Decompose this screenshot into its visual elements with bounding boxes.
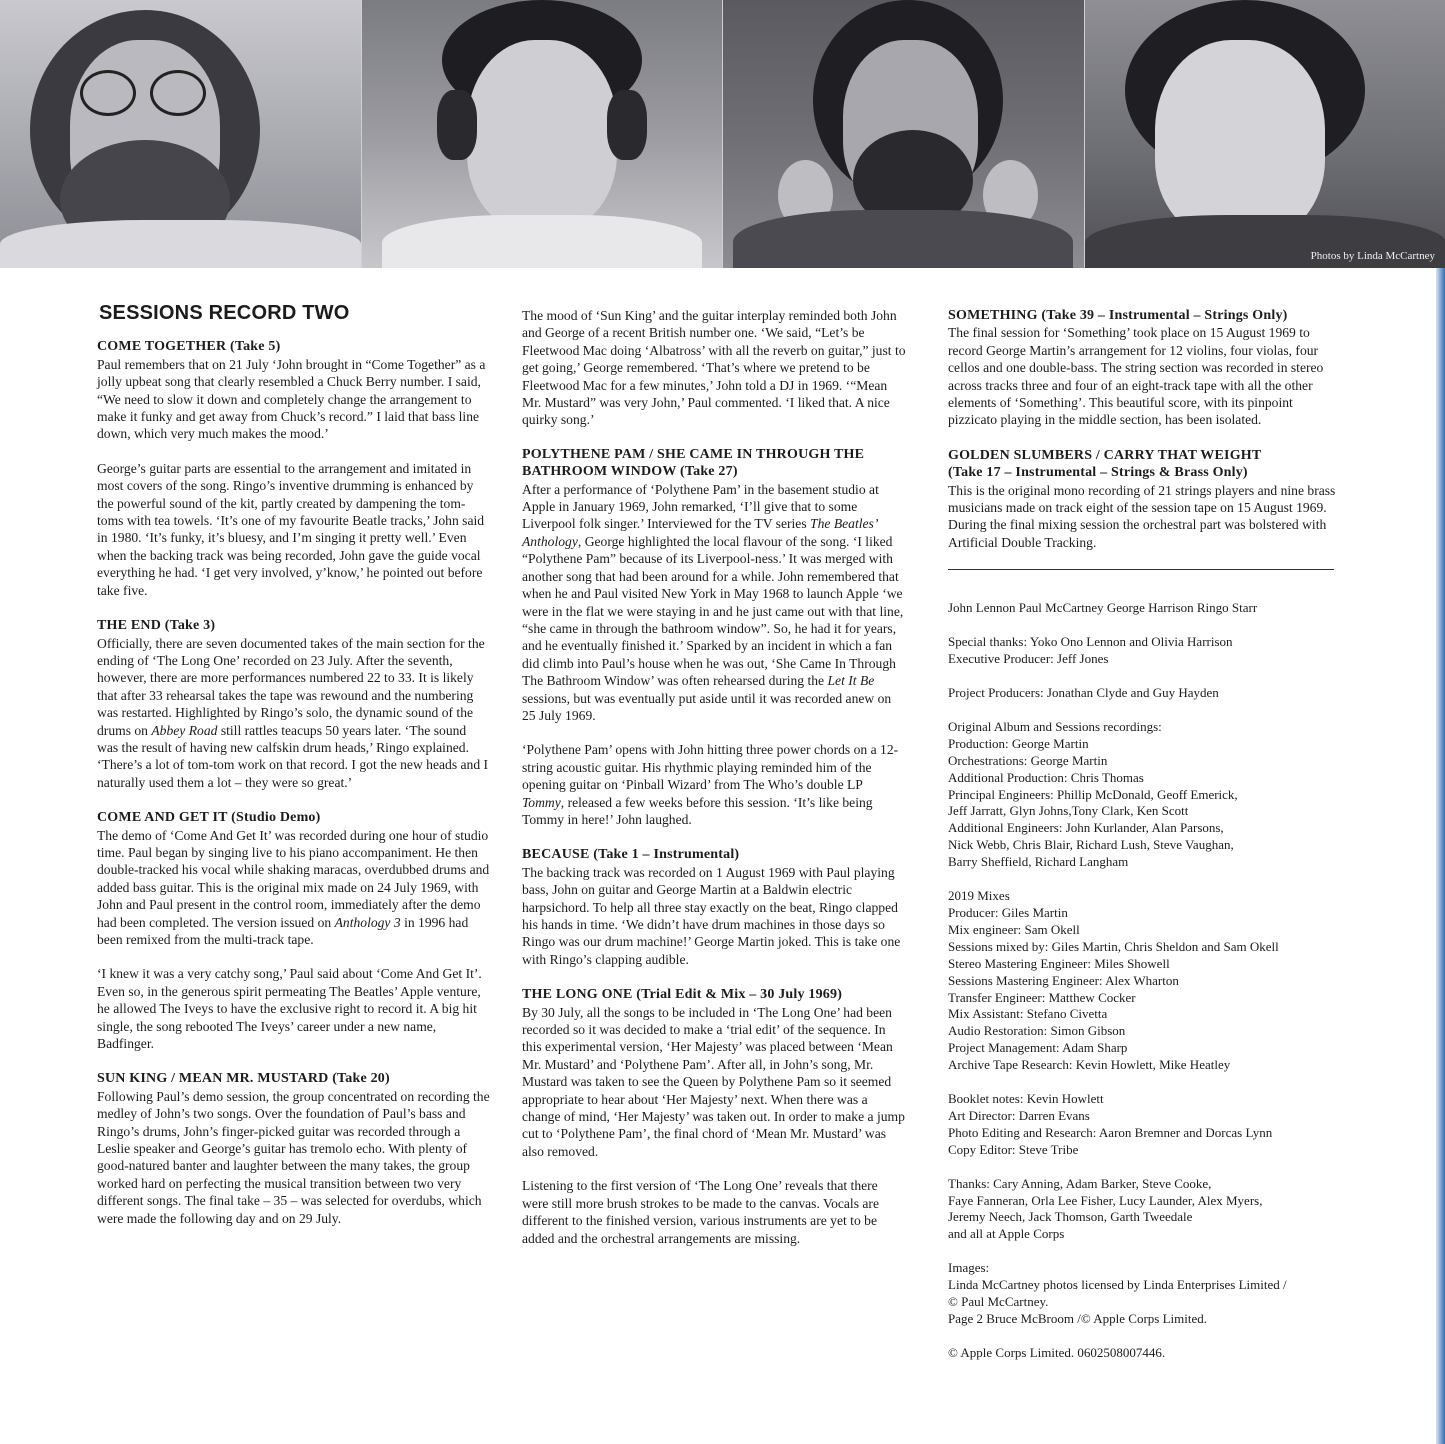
credit-line: Jeff Jarratt, Glyn Johns,Tony Clark, Ken Scott [948,803,1189,819]
paragraph [97,827,490,949]
section-heading [97,1070,490,1087]
section-golden-slumbers [948,447,1338,551]
credit-line: Audio Restoration: Simon Gibson [948,1023,1126,1039]
heading-sub: (Studio Demo) [231,810,321,826]
section-heading [97,338,490,355]
heading-sub: (Take 5) [229,339,281,355]
heading-text: THE END [97,618,162,634]
divider [948,569,1334,570]
credit-line: Production: George Martin [948,735,1089,751]
credit-line: Stereo Mastering Engineer: Miles Showell [948,955,1170,971]
credit-line: Principal Engineers: Phillip McDonald, Geoff Emerick, [948,786,1238,802]
column-3 [948,307,1338,1379]
credit-line: Sessions Mastering Engineer: Alex Wharton [948,972,1179,988]
paragraph: By 30 July, all the songs to be included in ‘The Long One’ had been recorded so it was decided to make a ‘trial edit’ of the sequence. In this experimental version, ‘Her Majesty’ was placed between ‘Mean Mr. Mustard’ and ‘Polythene Pam’. After all, in John’s song, Mr. Mustard was taken to see the Queen by Polythene Pam so it seemed appropriate to hear about ‘Her Majesty’ next. When there was a change of mind, ‘Her Majesty’ was taken out. In order to make a jump cut to ‘Polythene Pam’, the final chord of ‘Mean Mr. Mustard’ was also removed. [522,1004,905,1159]
heading-sub: (Take 39 – Instrumental – Strings Only) [1041,308,1288,323]
credit-block [948,1176,1338,1244]
section-heading [97,617,490,634]
paragraph [522,481,907,725]
heading-text: COME AND GET IT [97,810,228,826]
credit-band: John Lennon Paul McCartney George Harrison Ringo Starr [948,600,1258,616]
page-edge [1436,268,1445,1444]
credit-line: 2019 Mixes [948,888,1010,904]
heading-text: THE LONG ONE [522,987,633,1003]
credit-line: Executive Producer: Jeff Jones [948,651,1109,667]
credit-line: Sessions mixed by: Giles Martin, Chris Sheldon and Sam Okell [948,938,1279,954]
text: sessions, but was eventually put aside until it was recorded anew on 25 July 1969. [522,690,892,723]
credit-block [948,1091,1338,1159]
photo-john [0,0,362,268]
section-the-end [97,617,490,791]
text: in 1996 had been remixed from the multi-track tape. [97,914,469,947]
series-title: The Beatles’ Anthology [522,516,877,549]
credit-block [948,888,1338,1074]
section-because [522,846,907,968]
photo-credit: Photos by Linda McCartney [1310,250,1435,262]
credit-line: Copy Editor: Steve Tribe [948,1141,1079,1157]
paragraph [522,741,907,828]
paragraph: Following Paul’s demo session, the group concentrated on recording the medley of John’s two songs. Over the foundation of Paul’s bass and Ringo’s drums, John’s finger-picked guitar was recorded through a Leslie speaker and George’s guitar has tremolo echo. With plenty of good-natured banter and laughter between the many takes, the group worked hard on perfecting the musical transition between two very different songs. The final take – 35 – was selected for overdubs, which were made the following day and on 29 July. [97,1088,490,1226]
paragraph [97,635,490,792]
column-1 [97,300,490,1245]
copyright: © Apple Corps Limited. 0602508007446. [948,1344,1166,1360]
photo-george [723,0,1085,268]
photo-paul [362,0,724,268]
paragraph: Listening to the first version of ‘The Long One’ reveals that there were still more brush strokes to be made to the canvas. Vocals are different to the finished version, various instruments are yet to be added and the orchestral arrangements are missing. [522,1178,879,1246]
credit-line: Transfer Engineer: Matthew Cocker [948,989,1136,1005]
section-polythene-pam [522,446,907,829]
heading-sub: (Take 1 – Instrumental) [593,847,740,863]
heading-text: BECAUSE [522,847,590,863]
paragraph: This is the original mono recording of 21 strings players and nine brass musicians made on track eight of the session tape on 15 August 1969. During the final mixing session the orchestral part was bolstered with Artificial Double Tracking. [948,482,1336,550]
heading-text: SOMETHING [948,308,1038,323]
paragraph: ‘I knew it was a very catchy song,’ Paul said about ‘Come And Get It’. Even so, in the generous spirit permeating The Beatles’ Apple venture, he allowed The Iveys to have the exclusive right to record it. A big hit single, the song rebooted The Iveys’ career under a new name, Badfinger. [97,966,482,1052]
text: After a performance of ‘Polythene Pam’ in the basement studio at Apple in January 1969, John remarked, ‘I’ll give that to some Liverpool folk singer.’ Interviewed for the TV series [522,481,879,532]
section-sun-king [97,1070,490,1227]
credit-project: Project Producers: Jonathan Clyde and Guy Hayden [948,685,1219,700]
text: still rattles teacups 50 years later. ‘The sound was the result of having new calfskin drum heads,’ Ringo explained. ‘There’s a lot of tom-tom work on that record. I got the new heads and I naturally used them a lot – they were so great.’ [97,722,489,790]
page-title: SESSIONS RECORD TWO [99,302,350,324]
credit-line: Orchestrations: George Martin [948,752,1108,768]
heading-sub: (Take 3) [164,618,216,634]
section-heading [97,809,490,826]
credit-line: Special thanks: Yoko Ono Lennon and Olivia Harrison [948,634,1233,650]
heading-sub: (Take 20) [332,1071,390,1087]
credit-line: Archive Tape Research: Kevin Howlett, Mike Heatley [948,1057,1231,1073]
paragraph: Paul remembers that on 21 July ‘John brought in “Come Together” as a jolly upbeat song that clearly resembled a Chuck Berry number. I said, “We need to slow it down and completely change the arrangement to make it funky and get away from Chuck’s record.” I laid that bass line down, which very much makes the mood.’ [97,356,486,442]
credit-block [948,634,1338,668]
credit-line: Mix engineer: Sam Okell [948,921,1080,937]
text: ‘Polythene Pam’ opens with John hitting three power chords on a 12-string acoustic guitar. His rhythmic playing reminded him of the opening guitar on ‘Pinball Wizard’ from The Who’s double LP [522,742,899,793]
text: The demo of ‘Come And Get It’ was recorded during one hour of studio time. Paul began by singing live to his piano accompaniment. He then double-tracked his vocal while shaking maracas, overdubbed drums and added bass guitar. This is the original mix made on 24 July 1969, with John and Paul present in the control room, immediately after the demo had been completed. The version issued on [97,827,490,930]
album-title: Abbey Road [151,722,218,738]
heading-text: POLYTHENE PAM / SHE CAME IN THROUGH THE BATHROOM WINDOW [522,446,865,480]
paragraph: The backing track was recorded on 1 August 1969 with Paul playing bass, John on guitar and George Martin at a Baldwin electric harpsichord. To help all three stay exactly on the beat, Ringo clapped his hands in time. ‘We didn’t have drum machines in those days so Ringo was our drum machine!’ George Martin joked. This is take one with Ringo’s clapping audible. [522,864,901,967]
credit-block [948,719,1338,871]
heading-text: COME TOGETHER [97,339,227,355]
text: , George highlighted the local flavour of the song. ‘I liked “Polythene Pam” because of its Liverpool-ness.’ It was merged with another song that had been around for a while. John remembered that when he and Paul visited New York in May 1968 to launch Apple ‘we were in the flat we were staying in and he just came out with that line, “she came in through the bathroom window”. So, he had it for years, and he eventually finished it.’ Sparked by an incident in which a fan did climb into Paul’s house when he was out, ‘She Came In Through The Bathroom Window’ was often rehearsed during the [522,533,904,689]
section-heading [522,986,907,1003]
credit-line: Nick Webb, Chris Blair, Richard Lush, Steve Vaughan, [948,837,1234,853]
credit-line: and all at Apple Corps [948,1226,1065,1242]
credit-line: Producer: Giles Martin [948,904,1068,920]
album-title: Tommy [522,794,561,810]
credit-line: Photo Editing and Research: Aaron Bremner and Dorcas Lynn [948,1124,1273,1140]
heading-sub: (Take 27) [680,464,738,480]
credits [948,600,1338,1362]
section-come-together [97,338,490,599]
credit-line: Faye Fanneran, Orla Lee Fisher, Lucy Launder, Alex Myers, [948,1192,1263,1208]
album-title: Anthology 3 [334,914,401,930]
section-heading: GOLDEN SLUMBERS / CARRY THAT WEIGHT [948,447,1262,463]
credit-line: Booklet notes: Kevin Howlett [948,1091,1104,1107]
heading-sub: (Trial Edit & Mix – 30 July 1969) [636,987,843,1003]
credit-line: Additional Production: Chris Thomas [948,769,1144,785]
paragraph: The mood of ‘Sun King’ and the guitar interplay reminded both John and George of a recent British number one. ‘We said, “Let’s be Fleetwood Mac doing ‘Albatross’ with all the reverb on guitar,” just to get going,’ George remembered. ‘That’s where we pretend to be Fleetwood Mac for a few minutes,’ John told a DJ in 1969. ‘“Mean Mr. Mustard” was very John,’ Paul commented. ‘I liked that. A nice quirky song.’ [522,308,906,428]
credit-line: Mix Assistant: Stefano Civetta [948,1006,1108,1022]
album-title: Let It Be [827,673,875,689]
section-heading [522,446,907,481]
section-come-and-get-it [97,809,490,1052]
credit-line: Original Album and Sessions recordings: [948,718,1162,734]
column-2 [522,307,907,1265]
section-heading [948,307,1338,324]
section-heading [522,846,907,863]
section-the-long-one [522,986,907,1247]
credit-line: Thanks: Cary Anning, Adam Barker, Steve Cooke, [948,1175,1212,1191]
photo-ringo [1085,0,1445,268]
text: Officially, there are seven documented takes of the main section for the ending of ‘The Long One’ recorded on 23 July. After the seventh, however, there are more performances numbered 22 to 33. It is likely that after 33 rehearsal takes the tape was rewound and the numbering was restarted. Highlighted by Ringo’s solo, the dynamic sound of the drums on [97,635,485,738]
credit-line: Linda McCartney photos licensed by Linda Enterprises Limited / [948,1277,1287,1293]
paragraph: George’s guitar parts are essential to the arrangement and imitated in most covers of the song. Ringo’s inventive drumming is enhanced by the powerful sound of the kit, partly created by dampening the tom-toms with tea towels. ‘It’s one of my favourite Beatle tracks,’ John said in 1980. ‘It’s funky, it’s bluesy, and I’m singing it pretty well.’ Even when the backing track was being recorded, John gave the guide vocal everything he had. ‘I get very involved, y’know,’ he pointed out before take five. [97,460,485,598]
credit-line: Additional Engineers: John Kurlander, Alan Parsons, [948,820,1224,836]
credit-line: Project Management: Adam Sharp [948,1040,1128,1056]
credit-line: Jeremy Neech, Jack Thomson, Garth Tweedale [948,1209,1193,1225]
credit-line: Page 2 Bruce McBroom /© Apple Corps Limited. [948,1311,1208,1326]
credit-line: Art Director: Darren Evans [948,1107,1090,1123]
section-heading-sub: (Take 17 – Instrumental – Strings & Brass Only) [948,465,1248,481]
credit-line: Images: [948,1260,990,1276]
paragraph: The final session for ‘Something’ took place on 15 August 1969 to record George Martin’s arrangement for 12 violins, four violas, four cellos and one double-bass. The string section was recorded in stereo across tracks three and four of an eight-track tape with all the other elements of ‘Something’. This beautiful score, with its pinpoint pizzicato playing in the middle section, has been isolated. [948,325,1324,428]
credit-line: Barry Sheffield, Richard Langham [948,854,1129,870]
heading-text: SUN KING / MEAN MR. MUSTARD [97,1071,329,1087]
photo-strip [0,0,1445,268]
section-something [948,307,1338,429]
text: , released a few weeks before this session. ‘It’s like being Tommy in here!’ John laughed. [522,794,873,827]
credit-line: © Paul McCartney. [948,1294,1049,1310]
credit-block [948,1260,1338,1328]
